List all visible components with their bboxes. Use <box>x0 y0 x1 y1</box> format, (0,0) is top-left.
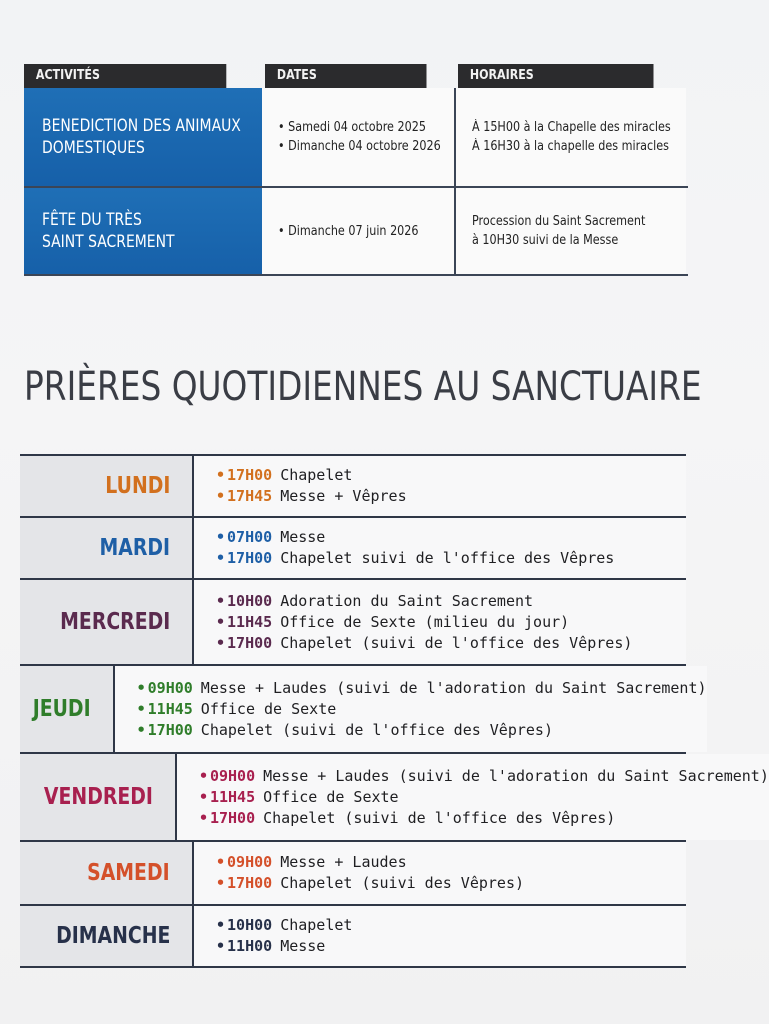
item-label: Chapelet (suivi de l'office des Vêpres) <box>280 633 633 652</box>
daily-schedule-table <box>20 454 769 968</box>
day-cell <box>20 456 194 516</box>
item-time: 11H45 <box>227 612 273 631</box>
item-time: 17H00 <box>209 808 256 827</box>
item-label: Chapelet <box>280 466 353 484</box>
item-time: 17H00 <box>147 720 193 739</box>
page-title: PRIÈRES QUOTIDIENNES AU SANCTUAIRE <box>24 364 702 410</box>
header-horaires: HORAIRES <box>458 64 654 88</box>
item-time: 11H00 <box>227 937 273 955</box>
bullet: • <box>216 612 226 631</box>
item-label: Office de Sexte <box>263 787 399 806</box>
schedule-row-dimanche <box>20 906 686 968</box>
item-time: 09H00 <box>209 766 256 785</box>
items-cell <box>177 754 769 840</box>
item-time: 09H00 <box>147 678 193 697</box>
schedule-item <box>199 787 769 808</box>
event-activity <box>24 188 262 274</box>
day-cell <box>20 580 194 664</box>
day-cell <box>20 518 194 578</box>
schedule-item <box>137 720 707 741</box>
item-time: 07H00 <box>227 528 273 546</box>
item-label: Office de Sexte <box>200 699 337 718</box>
bullet: • <box>216 633 226 652</box>
schedule-item <box>216 591 686 612</box>
items-cell <box>194 906 686 966</box>
day-label-dimanche: DIMANCHE <box>55 923 170 949</box>
items-cell <box>194 456 686 516</box>
event-dates <box>262 188 456 274</box>
bullet: • <box>216 466 226 484</box>
bullet: • <box>198 787 208 806</box>
item-label: Chapelet suivi de l'office des Vêpres <box>280 549 615 567</box>
event-dates <box>262 88 456 186</box>
day-cell <box>20 666 115 752</box>
items-cell <box>194 580 686 664</box>
events-table <box>24 64 688 276</box>
bullet: • <box>198 808 208 827</box>
schedule-item <box>137 678 707 699</box>
event-row-benediction <box>24 88 688 188</box>
item-label: Chapelet (suivi de l'office des Vêpres) <box>200 720 553 739</box>
hour-line: Procession du Saint Sacrement <box>472 214 646 229</box>
schedule-item <box>216 527 686 548</box>
item-label: Messe + Laudes (suivi de l'adoration du Saint Sacrement) <box>263 766 769 785</box>
items-cell <box>194 518 686 578</box>
item-label: Adoration du Saint Sacrement <box>280 591 534 610</box>
event-activity <box>24 88 262 186</box>
hour-line: à 10H30 suivi de la Messe <box>472 233 619 248</box>
item-time: 11H45 <box>147 699 193 718</box>
bullet: • <box>216 549 226 567</box>
bullet: • <box>216 591 226 610</box>
items-cell <box>194 842 686 904</box>
date-line: • Dimanche 04 octobre 2026 <box>278 139 441 154</box>
schedule-item <box>199 808 769 829</box>
bullet: • <box>136 678 146 697</box>
activity-line: FÊTE DU TRÈS <box>42 210 142 230</box>
bullet: • <box>216 487 226 505</box>
date-line: • Samedi 04 octobre 2025 <box>278 120 426 135</box>
item-label: Messe <box>280 528 326 546</box>
day-cell <box>20 754 177 840</box>
item-time: 17H00 <box>227 633 273 652</box>
item-time: 09H00 <box>227 853 273 871</box>
schedule-item <box>216 852 686 873</box>
schedule-item <box>216 873 686 894</box>
schedule-item <box>216 486 686 507</box>
schedule-row-samedi <box>20 842 686 906</box>
bullet: • <box>136 699 146 718</box>
schedule-item <box>216 465 686 486</box>
bullet: • <box>216 937 226 955</box>
schedule-item <box>137 699 707 720</box>
header-dates: DATES <box>265 64 427 88</box>
day-label-vendredi: VENDREDI <box>43 784 153 810</box>
activity-line: SAINT SACREMENT <box>42 232 175 252</box>
events-header <box>24 64 688 88</box>
day-label-mercredi: MERCREDI <box>59 609 170 635</box>
event-hours <box>456 88 686 186</box>
item-label: Chapelet (suivi de l'office des Vêpres) <box>263 808 616 827</box>
item-label: Messe + Laudes <box>280 853 407 871</box>
activity-line: BENEDICTION DES ANIMAUX <box>42 116 241 136</box>
schedule-row-mercredi <box>20 580 686 666</box>
day-label-mardi: MARDI <box>99 535 170 561</box>
schedule-row-jeudi <box>20 666 707 754</box>
event-hours <box>456 188 686 274</box>
bullet: • <box>216 853 226 871</box>
item-time: 11H45 <box>209 787 256 806</box>
schedule-row-lundi <box>20 456 686 518</box>
schedule-item <box>199 766 769 787</box>
activity-line: DOMESTIQUES <box>42 138 145 158</box>
header-activites: ACTIVITÉS <box>24 64 226 88</box>
schedule-row-mardi <box>20 518 686 580</box>
hour-line: À 15H00 à la Chapelle des miracles <box>472 120 671 135</box>
item-time: 10H00 <box>227 591 273 610</box>
hour-line: À 16H30 à la chapelle des miracles <box>472 139 669 154</box>
schedule-row-vendredi <box>20 754 769 842</box>
day-label-jeudi: JEUDI <box>32 696 91 722</box>
event-row-saint-sacrement <box>24 188 688 276</box>
schedule-item <box>216 633 686 654</box>
item-label: Messe + Vêpres <box>280 487 407 505</box>
item-time: 17H00 <box>227 549 273 567</box>
item-label: Chapelet <box>280 916 353 934</box>
bullet: • <box>136 720 146 739</box>
bullet: • <box>216 528 226 546</box>
item-label: Messe + Laudes (suivi de l'adoration du Saint Sacrement) <box>200 678 707 697</box>
day-cell <box>20 906 194 966</box>
item-time: 17H00 <box>227 874 273 892</box>
date-line: • Dimanche 07 juin 2026 <box>278 223 419 239</box>
schedule-item <box>216 612 686 633</box>
day-cell <box>20 842 194 904</box>
item-label: Messe <box>280 937 326 955</box>
item-time: 17H00 <box>227 466 273 484</box>
item-label: Office de Sexte (milieu du jour) <box>280 612 570 631</box>
bullet: • <box>198 766 208 785</box>
items-cell <box>115 666 707 752</box>
bullet: • <box>216 916 226 934</box>
schedule-item <box>216 936 686 957</box>
day-label-lundi: LUNDI <box>104 473 170 499</box>
item-time: 10H00 <box>227 916 273 934</box>
item-label: Chapelet (suivi des Vêpres) <box>280 874 525 892</box>
day-label-samedi: SAMEDI <box>87 860 170 886</box>
schedule-item <box>216 548 686 569</box>
bullet: • <box>216 874 226 892</box>
schedule-item <box>216 915 686 936</box>
item-time: 17H45 <box>227 487 273 505</box>
